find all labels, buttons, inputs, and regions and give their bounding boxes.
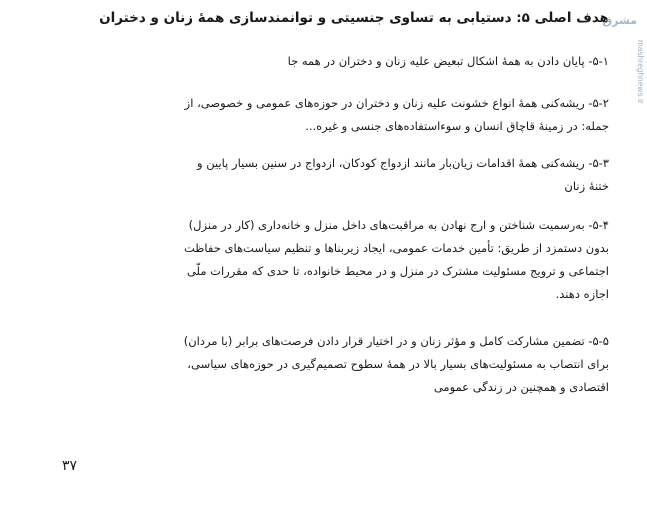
paragraph-line: ۵-۱- پایان دادن به همهٔ اشکال تبعیض علیه زنان و دختران در همه جا [287,54,609,68]
paragraph-line: ۵-۲- ریشه‌کنی همهٔ انواع خشونت علیه زنان و دختران در حوزه‌های عمومی و خصوصی، از [184,96,609,110]
paragraph-line: ختنهٔ زنان [564,179,609,193]
target-5-3 [69,152,609,198]
target-5-1 [69,50,609,73]
target-5-2 [69,92,609,138]
target-5-5 [69,330,609,399]
watermark-logo-icon: مشرق [602,14,637,27]
paragraph-line: ۵-۴- به‌رسمیت شناختن و ارج نهادن به مراقبت‌های داخل منزل و خانه‌داری (کار در منزل) [188,218,609,232]
paragraph-line: ۵-۳- ریشه‌کنی همهٔ اقدامات زیان‌بار مانند ازدواج کودکان، ازدواج در سنین بسیار پایین و [197,156,609,170]
paragraph-line: اقتصادی و همچنین در زندگی عمومی [433,380,609,394]
target-5-4 [69,214,609,306]
paragraph-line: اجتماعی و ترویج مسئولیت مشترک در منزل و در محیط خانواده، تا حدی که مقررات ملّی [186,264,609,278]
paragraph-line: ۵-۵- تضمین مشارکت کامل و مؤثر زنان و در اختیار قرار دادن فرصت‌های برابر (با مردان) [183,334,609,348]
watermark [602,0,645,130]
paragraph-line: برای انتصاب به مسئولیت‌های بسیار بالا در همهٔ سطوح تصمیم‌گیری در حوزه‌های سیاسی، [187,357,609,371]
watermark-url: mashreghnews.ir [636,40,645,104]
paragraph-line: اجازه دهند. [555,287,609,301]
page-number: ۳۷ [62,458,78,474]
goal-heading: هدف اصلی ۵: دستیابی به تساوی جنسیتی و توانمندسازی همهٔ زنان و دختران [99,10,609,26]
paragraph-line: جمله: در زمینهٔ قاچاق انسان و سوءاستفاده‌های جنسی و غیره... [305,119,609,133]
paragraph-line: بدون دستمزد از طریق: تأمین خدمات عمومی، ایجاد زیربناها و تنظیم سیاست‌های حفاظت [183,241,609,255]
